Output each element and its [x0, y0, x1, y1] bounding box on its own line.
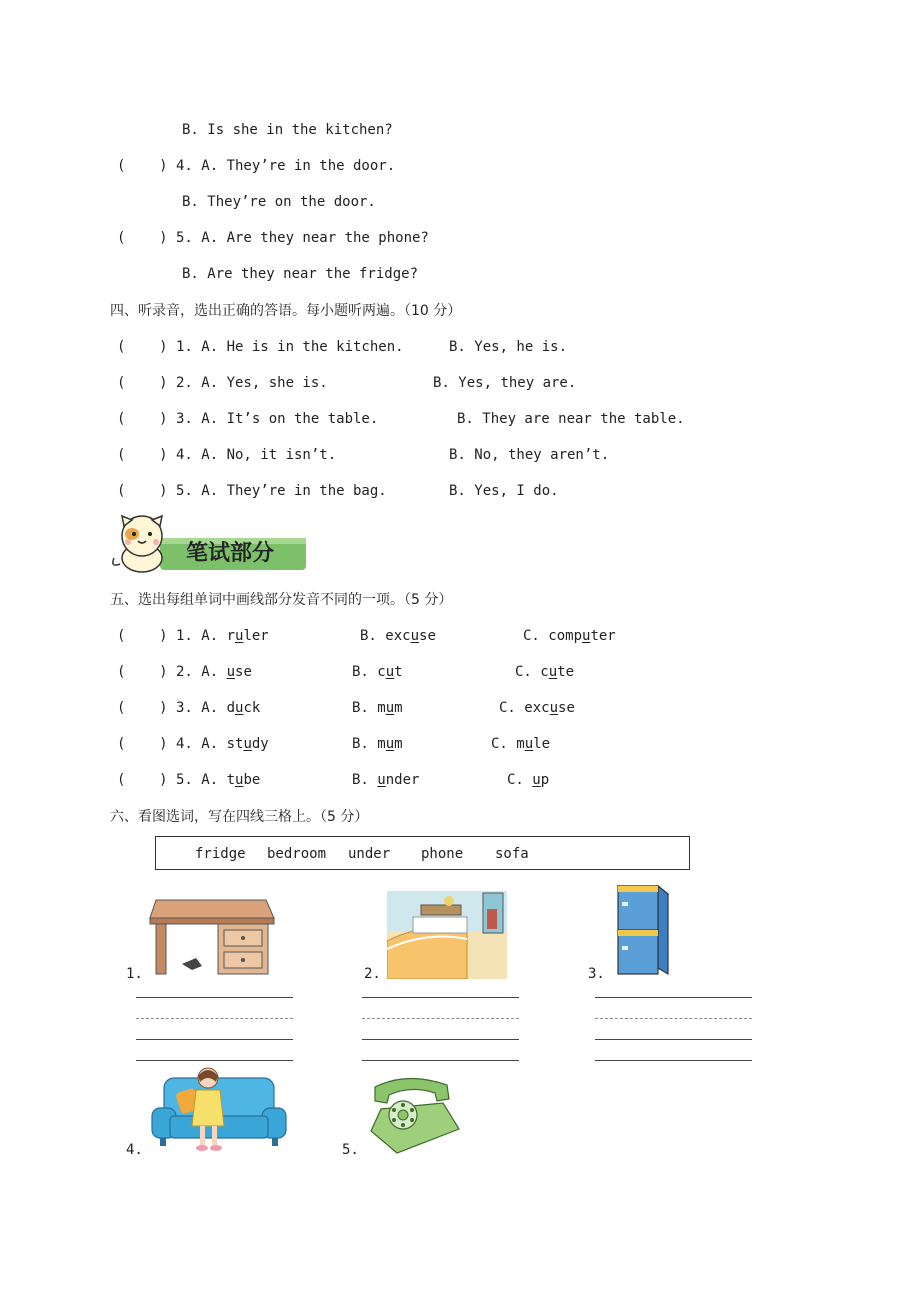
grid1-line2	[136, 1018, 293, 1019]
s4-q1-b: B. Yes, he is.	[449, 339, 568, 355]
fridge-picture	[612, 882, 672, 978]
s5-q4-c: C. mule	[491, 736, 551, 752]
s5-q3: ( ) 3. A. duck	[117, 700, 261, 716]
s4-q2-b: B. Yes, they are.	[433, 375, 577, 391]
grid1-line1	[136, 997, 293, 998]
banner-text: 笔试部分	[186, 541, 275, 566]
s5-q1: ( ) 1. A. ruler	[117, 628, 269, 644]
grid2-line4	[362, 1060, 519, 1061]
s4-q5-a: ( ) 5. A. They’re in the bag.	[117, 483, 387, 499]
question-3b: B. Is she in the kitchen?	[182, 122, 393, 138]
s5-q5: ( ) 5. A. tube	[117, 772, 261, 788]
grid2-line1	[362, 997, 519, 998]
s4-q2-a: ( ) 2. A. Yes, she is.	[117, 375, 328, 391]
grid3-line2	[595, 1018, 752, 1019]
telephone-picture	[367, 1073, 463, 1157]
sofa-picture	[150, 1066, 288, 1156]
s5-q3-c: C. excuse	[499, 700, 575, 716]
grid1-line4	[136, 1060, 293, 1061]
s4-q4-a: ( ) 4. A. No, it isn’t.	[117, 447, 337, 463]
grid3-line1	[595, 997, 752, 998]
bedroom-picture	[387, 891, 507, 979]
picture-label-1: 1.	[126, 966, 143, 982]
s4-q5-b: B. Yes, I do.	[449, 483, 559, 499]
word-bedroom: bedroom	[267, 846, 327, 862]
cat-tail	[113, 558, 120, 565]
s5-q5-c: C. up	[507, 772, 550, 788]
s4-q3-a: ( ) 3. A. It’s on the table.	[117, 411, 379, 427]
picture-label-2: 2.	[364, 966, 381, 982]
word-under: under	[348, 846, 391, 862]
section6-title: 六、看图选词，写在四线三格上。（5 分）	[110, 809, 369, 825]
word-phone: phone	[421, 846, 464, 862]
s5-q4: ( ) 4. A. study	[117, 736, 269, 752]
s5-q3-b: B. mum	[352, 700, 403, 716]
section5-title: 五、选出每组单词中画线部分发音不同的一项。（5 分）	[110, 592, 453, 608]
s5-q5-b: B. under	[352, 772, 420, 788]
grid1-line3	[136, 1039, 293, 1040]
question-4-b: B. They’re on the door.	[182, 194, 376, 210]
s5-q4-b: B. mum	[352, 736, 403, 752]
picture-label-5: 5.	[342, 1142, 359, 1158]
word-sofa: sofa	[495, 846, 529, 862]
picture-label-4: 4.	[126, 1142, 143, 1158]
s4-q4-b: B. No, they aren’t.	[449, 447, 610, 463]
question-4-a: ( ) 4. A. They’re in the door.	[117, 158, 396, 174]
s5-q2-b: B. cut	[352, 664, 403, 680]
grid2-line3	[362, 1039, 519, 1040]
s5-q2-c: C. cute	[515, 664, 575, 680]
section4-title: 四、听录音，选出正确的答语。每小题听两遍。（10 分）	[110, 303, 462, 319]
grid2-line2	[362, 1018, 519, 1019]
question-5-a: ( ) 5. A. Are they near the phone?	[117, 230, 429, 246]
grid3-line4	[595, 1060, 752, 1061]
s5-q1-b: B. excuse	[360, 628, 436, 644]
s4-q1-a: ( ) 1. A. He is in the kitchen.	[117, 339, 404, 355]
s5-q1-c: C. computer	[523, 628, 616, 644]
s5-q2: ( ) 2. A. use	[117, 664, 252, 680]
picture-label-3: 3.	[588, 966, 605, 982]
desk-picture	[148, 896, 276, 978]
word-fridge: fridge	[195, 846, 246, 862]
s4-q3-b: B. They are near the table.	[457, 411, 685, 427]
pen-icon	[182, 958, 202, 970]
grid3-line3	[595, 1039, 752, 1040]
question-5-b: B. Are they near the fridge?	[182, 266, 419, 282]
